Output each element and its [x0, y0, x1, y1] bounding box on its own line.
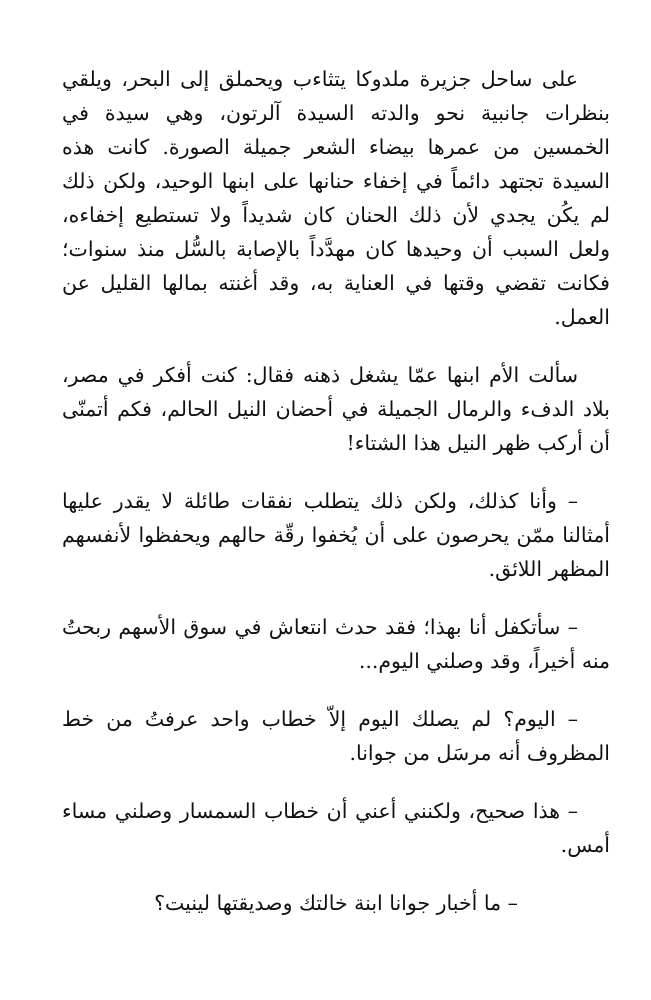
paragraph-1: على ساحل جزيرة ملدوكا يتثاءب ويحملق إلى البحر، ويلقي بنظرات جانبية نحو والدته السيدة آلرتون، وهي سيدة في الخمسين من عمرها بيضاء الشعر جميلة الصورة. كانت هذه السيدة تجتهد دائماً في إخفاء حنانها على ابنها الوحيد، ولكن ذلك لم يكُن يجدي لأن ذلك الحنان كان شديداً ولا تستطيع إخفاءه، ولعل السبب أن وحيدها كان مهدَّداً بالإصابة بالسُّل منذ سنوات؛ فكانت تقضي وقتها في العناية به، وقد أغنته بمالها القليل عن العمل. [62, 67, 610, 329]
paragraph-4: – سأتكفل أنا بهذا؛ فقد حدث انتعاش في سوق الأسهم ربحتُ منه أخيراً، وقد وصلني اليوم... [62, 615, 610, 673]
paragraph-3: – وأنا كذلك، ولكن ذلك يتطلب نفقات طائلة لا يقدر عليها أمثالنا ممّن يحرصون على أن يُخفوا رقّة حالهم ويحفظوا لأنفسهم المظهر اللائق. [62, 489, 610, 581]
paragraph-2: سألت الأم ابنها عمّا يشغل ذهنه فقال: كنت أفكر في مصر، بلاد الدفء والرمال الجميلة في أحضان النيل الحالم، فكم أتمنّى أن أركب ظهر النيل هذا الشتاء! [62, 363, 610, 455]
paragraph-7: – ما أخبار جوانا ابنة خالتك وصديقتها لينيت؟ [154, 891, 518, 915]
paragraph-6: – هذا صحيح، ولكنني أعني أن خطاب السمسار وصلني مساء أمس. [62, 799, 610, 857]
paragraph-5: – اليوم؟ لم يصلك اليوم إلاّ خطاب واحد عرفتُ من خط المظروف أنه مرسَل من جوانا. [62, 707, 610, 765]
book-page [62, 62, 610, 982]
